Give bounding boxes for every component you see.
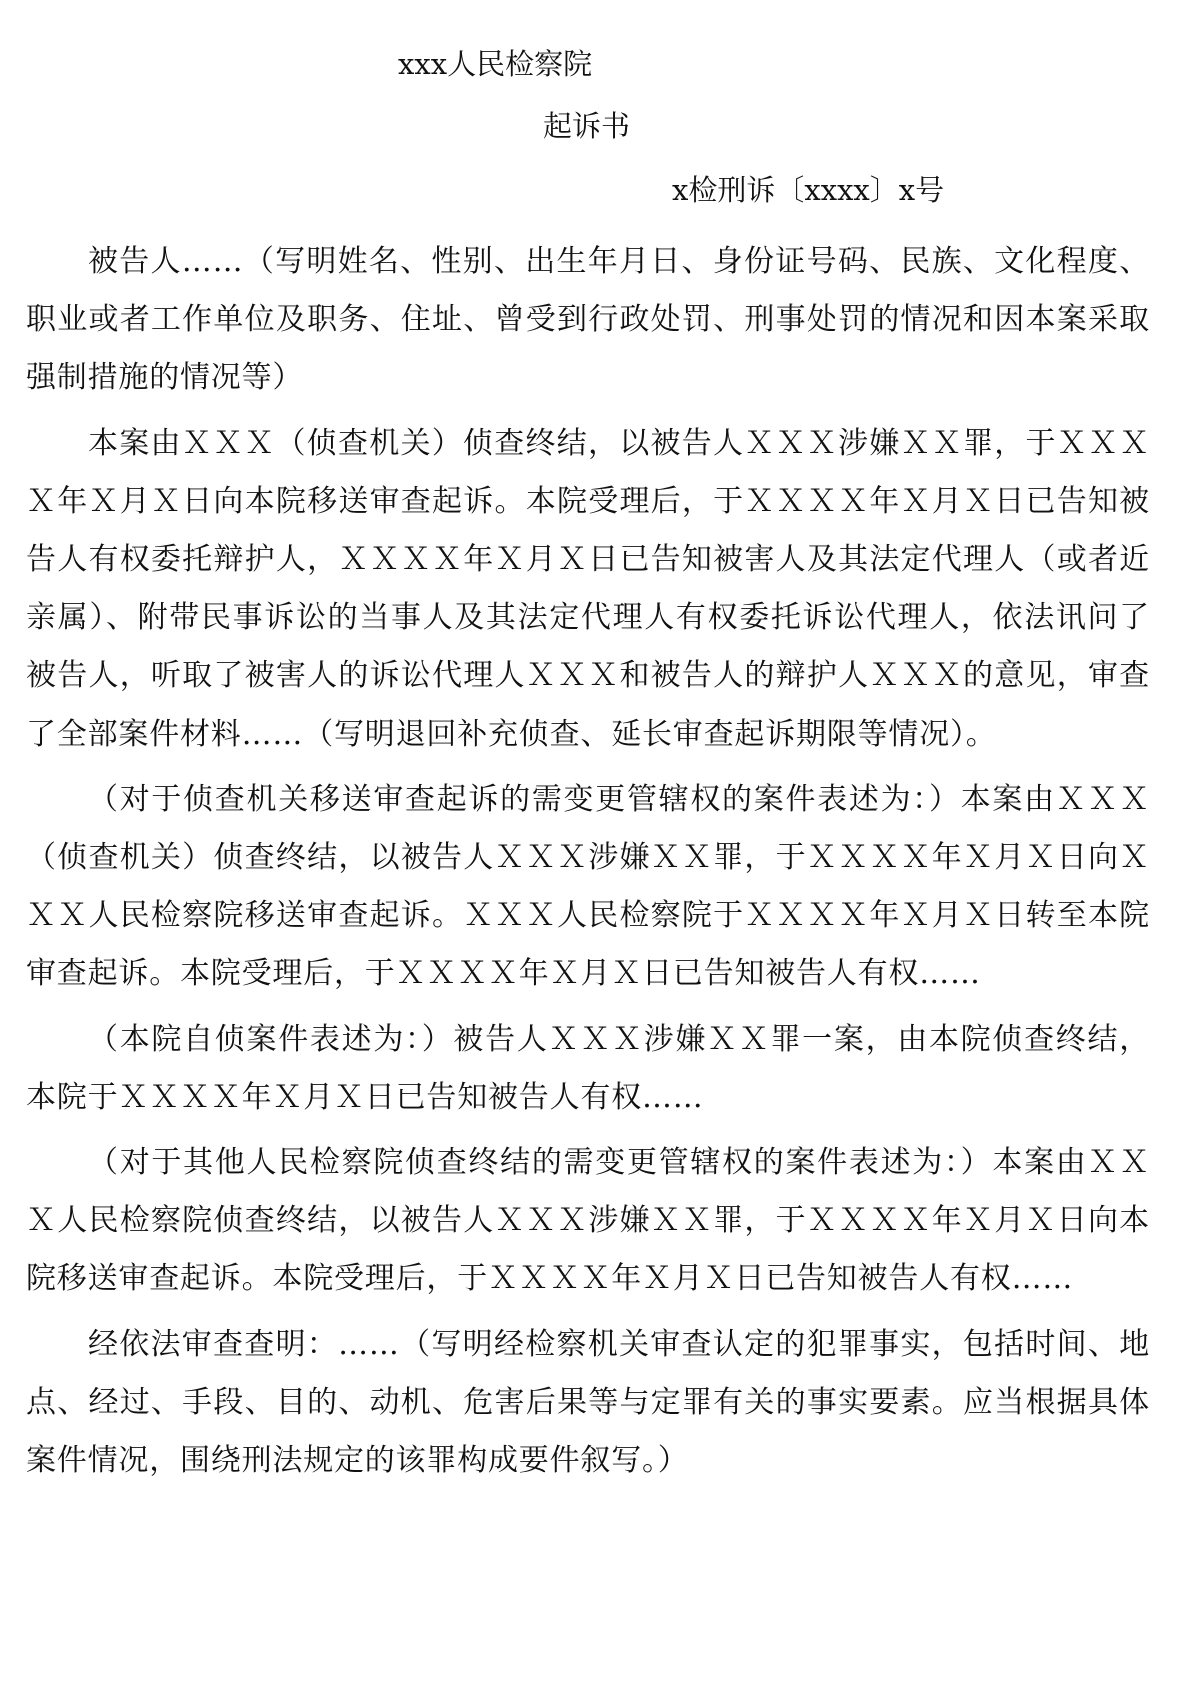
defendant-info-paragraph: 被告人……（写明姓名、性别、出生年月日、身份证号码、民族、文化程度、职业或者工作单位及职务、住址、曾受到行政处罚、刑事处罚的情况和因本案采取强制措施的情况等） — [26, 244, 1150, 396]
document-title: 起诉书 — [543, 109, 631, 143]
self-investigated-case-paragraph: （本院自侦案件表述为：）被告人ＸＸＸ涉嫌ＸＸ罪一案，由本院侦查终结，本院于ＸＸＸＸ年Ｘ月Ｘ日已告知被告人有权…… — [26, 1021, 1150, 1115]
document-number: x检刑诉〔xxxx〕x号 — [672, 173, 945, 207]
case-procedure-paragraph: 本案由ＸＸＸ（侦查机关）侦查终结，以被告人ＸＸＸ涉嫌ＸＸ罪，于ＸＸＸＸ年Ｘ月Ｘ日向本院移送审查起诉。本院受理后，于ＸＸＸＸ年Ｘ月Ｘ日已告知被告人有权委托辩护人，ＸＸＸＸ年Ｘ月Ｘ日已告知被害人及其法定代理人（或者近亲属）、附带民事诉讼的当事人及其法定代理人有权委托诉讼代理人，依法讯问了被告人，听取了被害人的诉讼代理人ＸＸＸ和被告人的辩护人ＸＸＸ的意见，审查了全部案件材料……（写明退回补充侦查、延长审查起诉期限等情况）。 — [26, 425, 1150, 752]
document-body — [26, 233, 1150, 1490]
jurisdiction-change-paragraph: （对于侦查机关移送审查起诉的需变更管辖权的案件表述为：）本案由ＸＸＸ（侦查机关）侦查终结，以被告人ＸＸＸ涉嫌ＸＸ罪，于ＸＸＸＸ年Ｘ月Ｘ日向ＸＸＸ人民检察院移送审查起诉。ＸＸＸ人民检察院于ＸＸＸＸ年Ｘ月Ｘ日转至本院审查起诉。本院受理后，于ＸＸＸＸ年Ｘ月Ｘ日已告知被告人有权…… — [26, 781, 1150, 992]
other-procuratorate-paragraph: （对于其他人民检察院侦查终结的需变更管辖权的案件表述为：）本案由ＸＸＸ人民检察院侦查终结，以被告人ＸＸＸ涉嫌ＸＸ罪，于ＸＸＸＸ年Ｘ月Ｘ日向本院移送审查起诉。本院受理后，于ＸＸＸＸ年Ｘ月Ｘ日已告知被告人有权…… — [26, 1145, 1150, 1297]
facts-found-paragraph: 经依法审查查明：……（写明经检察机关审查认定的犯罪事实，包括时间、地点、经过、手段、目的、动机、危害后果等与定罪有关的事实要素。应当根据具体案件情况，围绕刑法规定的该罪构成要件叙写。） — [26, 1326, 1150, 1479]
procuratorate-name: xxx人民检察院 — [398, 47, 593, 81]
